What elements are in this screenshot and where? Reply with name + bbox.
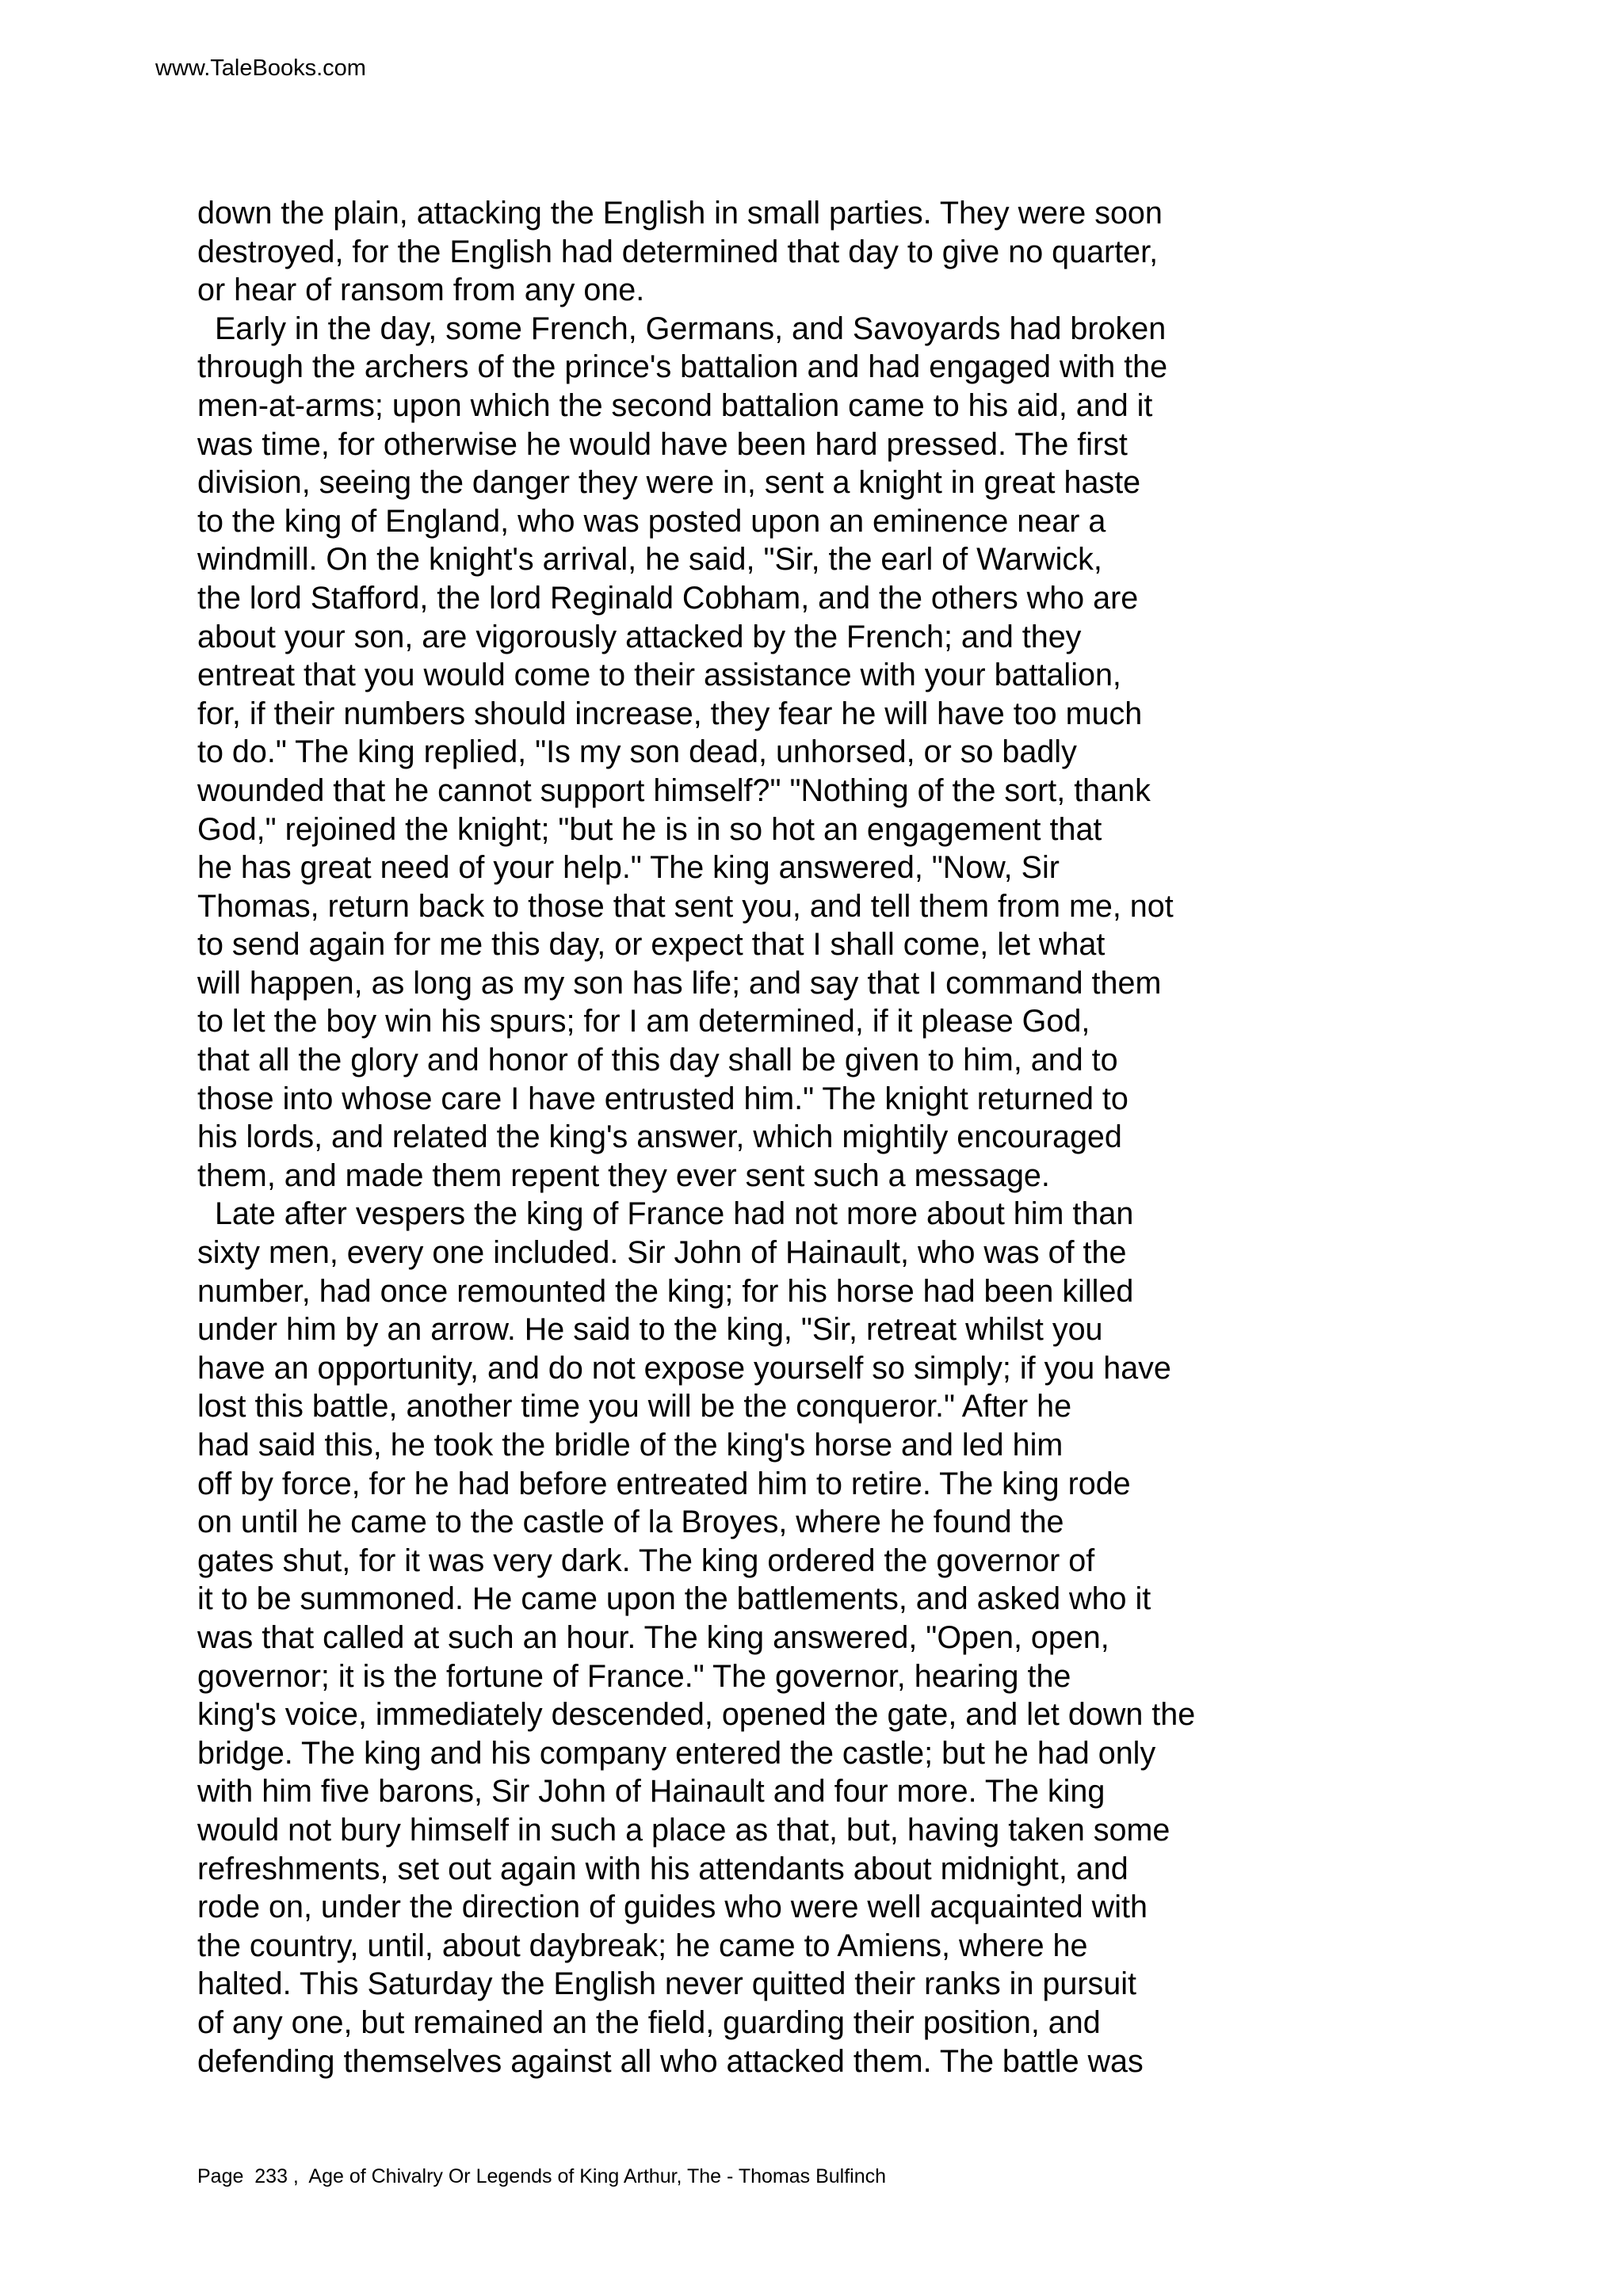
- text-line: windmill. On the knight's arrival, he said, "Sir, the earl of Warwick,: [197, 542, 1102, 578]
- text-line: that all the glory and honor of this day shall be given to him, and to: [197, 1043, 1118, 1078]
- text-line: it to be summoned. He came upon the battlements, and asked who it: [197, 1581, 1151, 1617]
- text-line: was time, for otherwise he would have been hard pressed. The first: [197, 426, 1128, 462]
- text-line: wounded that he cannot support himself?" "Nothing of the sort, thank: [197, 772, 1151, 808]
- text-line: bridge. The king and his company entered the castle; but he had only: [197, 1735, 1156, 1771]
- text-line: would not bury himself in such a place as that, but, having taken some: [197, 1812, 1170, 1848]
- text-line: his lords, and related the king's answer, which mightily encouraged: [197, 1119, 1122, 1155]
- text-line: entreat that you would come to their assistance with your battalion,: [197, 658, 1121, 693]
- text-line: on until he came to the castle of la Broyes, where he found the: [197, 1505, 1064, 1540]
- text-line: he has great need of your help." The king answered, "Now, Sir: [197, 850, 1060, 886]
- page-footer: Page 233 , Age of Chivalry Or Legends of King Arthur, The - Thomas Bulfinch: [197, 2165, 887, 2187]
- text-line: king's voice, immediately descended, opened the gate, and let down the: [197, 1697, 1196, 1733]
- text-line: was that called at such an hour. The king answered, "Open, open,: [197, 1619, 1109, 1655]
- text-line: division, seeing the danger they were in, sent a knight in great haste: [197, 465, 1141, 501]
- text-line: men-at-arms; upon which the second battalion came to his aid, and it: [197, 387, 1153, 423]
- text-line: under him by an arrow. He said to the king, "Sir, retreat whilst you: [197, 1312, 1103, 1348]
- site-url: www.TaleBooks.com: [155, 55, 366, 81]
- text-line: God," rejoined the knight; "but he is in so hot an engagement that: [197, 811, 1102, 847]
- text-line: them, and made them repent they ever sent such a message.: [197, 1158, 1050, 1193]
- text-line: with him five barons, Sir John of Hainault and four more. The king: [197, 1774, 1106, 1810]
- text-line: for, if their numbers should increase, they fear he will have too much: [197, 696, 1143, 731]
- text-line: Early in the day, some French, Germans, and Savoyards had broken: [197, 311, 1167, 346]
- text-line: destroyed, for the English had determined that day to give no quarter,: [197, 234, 1159, 269]
- text-line: or hear of ransom from any one.: [197, 273, 645, 308]
- text-line: to the king of England, who was posted upon an eminence near a: [197, 503, 1106, 539]
- text-line: down the plain, attacking the English in small parties. They were soon: [197, 196, 1163, 231]
- text-line: rode on, under the direction of guides who were well acquainted with: [197, 1890, 1148, 1925]
- text-line: Thomas, return back to those that sent you, and tell them from me, not: [197, 888, 1174, 924]
- text-line: off by force, for he had before entreated him to retire. The king rode: [197, 1466, 1131, 1501]
- text-line: through the archers of the prince's battalion and had engaged with the: [197, 349, 1168, 385]
- text-line: defending themselves against all who attacked them. The battle was: [197, 2043, 1144, 2079]
- text-line: gates shut, for it was very dark. The king ordered the governor of: [197, 1543, 1095, 1578]
- text-line: the lord Stafford, the lord Reginald Cobham, and the others who are: [197, 580, 1139, 616]
- text-line: had said this, he took the bridle of the king's horse and led him: [197, 1428, 1064, 1463]
- text-line: those into whose care I have entrusted him." The knight returned to: [197, 1081, 1128, 1116]
- text-line: Late after vespers the king of France had not more about him than: [197, 1196, 1134, 1232]
- text-line: sixty men, every one included. Sir John of Hainault, who was of the: [197, 1235, 1127, 1271]
- text-line: will happen, as long as my son has life; and say that I command them: [197, 965, 1162, 1001]
- text-line: to let the boy win his spurs; for I am determined, if it please God,: [197, 1004, 1090, 1039]
- text-line: refreshments, set out again with his attendants about midnight, and: [197, 1851, 1128, 1886]
- text-line: of any one, but remained an the field, guarding their position, and: [197, 2004, 1101, 2040]
- text-line: the country, until, about daybreak; he came to Amiens, where he: [197, 1928, 1088, 1963]
- text-line: number, had once remounted the king; for his horse had been killed: [197, 1273, 1134, 1309]
- page-body-text: [197, 194, 1434, 2081]
- text-line: halted. This Saturday the English never quitted their ranks in pursuit: [197, 1966, 1136, 2002]
- text-line: have an opportunity, and do not expose yourself so simply; if you have: [197, 1350, 1171, 1386]
- text-line: lost this battle, another time you will be the conqueror." After he: [197, 1389, 1072, 1425]
- text-line: about your son, are vigorously attacked by the French; and they: [197, 619, 1082, 654]
- text-line: to send again for me this day, or expect that I shall come, let what: [197, 927, 1106, 963]
- text-line: governor; it is the fortune of France." The governor, hearing the: [197, 1658, 1071, 1694]
- text-line: to do." The king replied, "Is my son dead, unhorsed, or so badly: [197, 734, 1077, 770]
